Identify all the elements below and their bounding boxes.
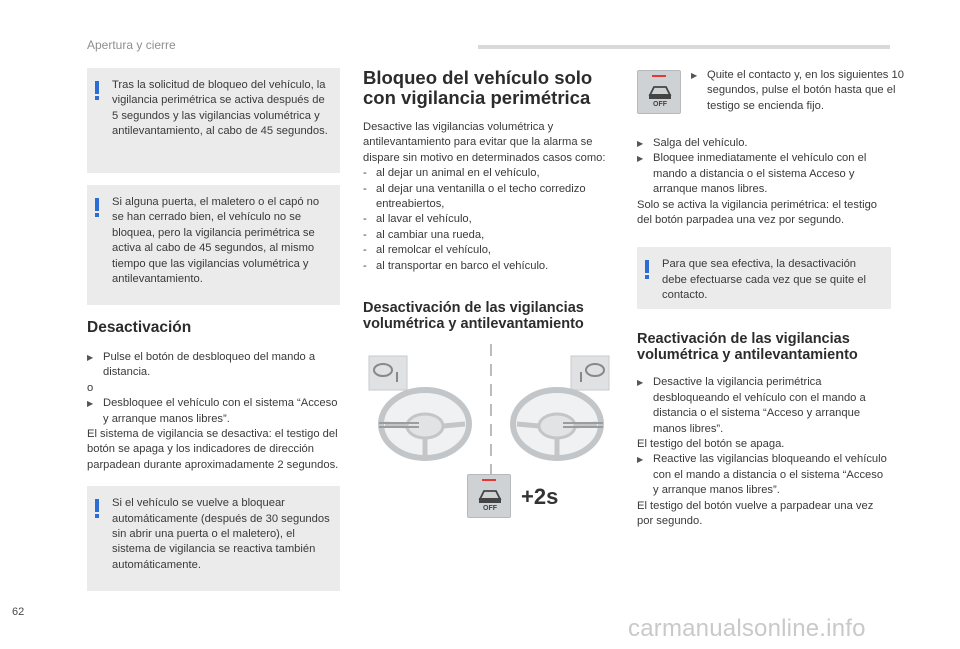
info-icon	[95, 499, 99, 512]
note-text: Tras la solicitud de bloqueo del vehículo, la vigilancia perimétrica se activa después de 5 segundos y las vigilancias volumétrica y antilevantamiento, al cabo de 45 segundos.	[112, 79, 328, 138]
column-right	[637, 68, 904, 530]
watermark: carmanualsonline.info	[628, 615, 866, 642]
note-text: Si el vehículo se vuelve a bloquear automáticamente (después de 30 segundos sin abrir una puerta o el maletero), el sistema de vigilancia se reactiva también automáticamente.	[112, 497, 330, 571]
bullet-arrow-icon: ▶	[637, 455, 644, 465]
dash-list	[363, 166, 616, 274]
section-heading: Bloqueo del vehículo solo con vigilancia perimétrica	[363, 67, 593, 108]
info-note	[87, 68, 340, 173]
dash-marker: -	[363, 182, 367, 195]
car-alarm-icon	[468, 475, 512, 519]
bullet-arrow-icon: ▶	[637, 154, 644, 164]
bullet-arrow-icon: ▶	[691, 71, 698, 80]
info-note	[87, 185, 340, 305]
list-item: ▶ Bloquee inmediatamente el vehículo con el mando a distancia o el sistema Acceso y arranque manos libres.	[637, 152, 867, 196]
paragraph: Desactive las vigilancias volumétrica y antilevantamiento para evitar que la alarma se dispare sin motivo en determinados casos como:	[363, 121, 606, 164]
info-note	[87, 486, 340, 591]
alarm-off-button: OFF	[467, 474, 511, 518]
duration-label: +2s	[521, 484, 559, 510]
bullet-arrow-icon: ▶	[87, 399, 94, 409]
paragraph: El testigo del botón vuelve a parpadear una vez por segundo.	[637, 499, 874, 528]
alarm-off-button: OFF	[637, 70, 681, 114]
column-middle	[363, 68, 616, 522]
header-divider	[478, 45, 890, 49]
dash-list-item: - al dejar un animal en el vehículo,	[363, 166, 616, 181]
section-subheading: Desactivación de las vigilancias volumétrica y antilevantamiento	[363, 300, 584, 333]
dash-marker: -	[363, 228, 367, 241]
column-left	[87, 68, 340, 591]
page-number: 62	[12, 606, 25, 618]
paragraph: o	[87, 381, 94, 394]
note-text: Para que sea efectiva, la desactivación debe efectuarse cada vez que se quite el contacto.	[662, 258, 867, 302]
dash-marker: -	[363, 167, 367, 180]
info-icon	[645, 260, 649, 273]
info-icon	[95, 198, 99, 211]
list-item: ▶ Salga del vehículo.	[637, 136, 891, 151]
dash-list-item: - al cambiar una rueda,	[363, 228, 616, 243]
list-item: ▶ Desactive la vigilancia perimétrica desbloqueando el vehículo con el mando a distancia o el sistema “Acceso y arranque manos libres”.	[637, 376, 866, 435]
paragraph: El sistema de vigilancia se desactiva: el testigo del botón se apaga y los indicadores de dirección parpadean durante aproximadamente 2 segundos.	[87, 428, 339, 471]
dash-list-item: - al lavar el vehículo,	[363, 212, 616, 227]
list-item: ▶ Reactive las vigilancias bloqueando el vehículo con el mando a distancia o el sistema “Acceso y arranque manos libres”.	[637, 453, 887, 497]
dash-marker: -	[363, 259, 367, 272]
dash-marker: -	[363, 244, 367, 257]
paragraph: El testigo del botón se apaga.	[637, 438, 785, 451]
dash-list-item: - al dejar una ventanilla o el techo corredizo entreabiertos,	[363, 182, 586, 211]
dash-list-item: - al transportar en barco el vehículo.	[363, 259, 616, 274]
dash-marker: -	[363, 213, 367, 226]
list-item: ▶ Pulse el botón de desbloqueo del mando a distancia.	[87, 351, 316, 379]
note-text: Si alguna puerta, el maletero o el capó no se han cerrado bien, el vehículo no se bloquea, pero la vigilancia perimétrica se activa al cabo de 45 segundos, al mismo tiempo que las vigilancias volumétrica y antilevantamiento.	[112, 196, 320, 286]
list-item: ▶ Quite el contacto y, en los siguientes 10 segundos, pulse el botón hasta que el testigo se encienda fijo.	[691, 69, 904, 112]
illustration	[363, 342, 616, 522]
paragraph: Solo se activa la vigilancia perimétrica: el testigo del botón parpadea una vez por segundo.	[637, 198, 878, 227]
section-subheading: Reactivación de las vigilancias volumétrica y antilevantamiento	[637, 331, 858, 364]
info-note	[637, 247, 891, 309]
bullet-arrow-icon: ▶	[87, 353, 94, 362]
car-alarm-icon	[638, 71, 682, 115]
section-heading: Desactivación	[87, 319, 192, 336]
bullet-arrow-icon: ▶	[637, 378, 644, 388]
header-title: Apertura y cierre	[87, 38, 176, 52]
list-item: ▶ Desbloquee el vehículo con el sistema “Acceso y arranque manos libres”.	[87, 397, 338, 425]
bullet-arrow-icon: ▶	[637, 139, 644, 148]
info-icon	[95, 81, 99, 94]
dash-list-item: - al remolcar el vehículo,	[363, 243, 616, 258]
